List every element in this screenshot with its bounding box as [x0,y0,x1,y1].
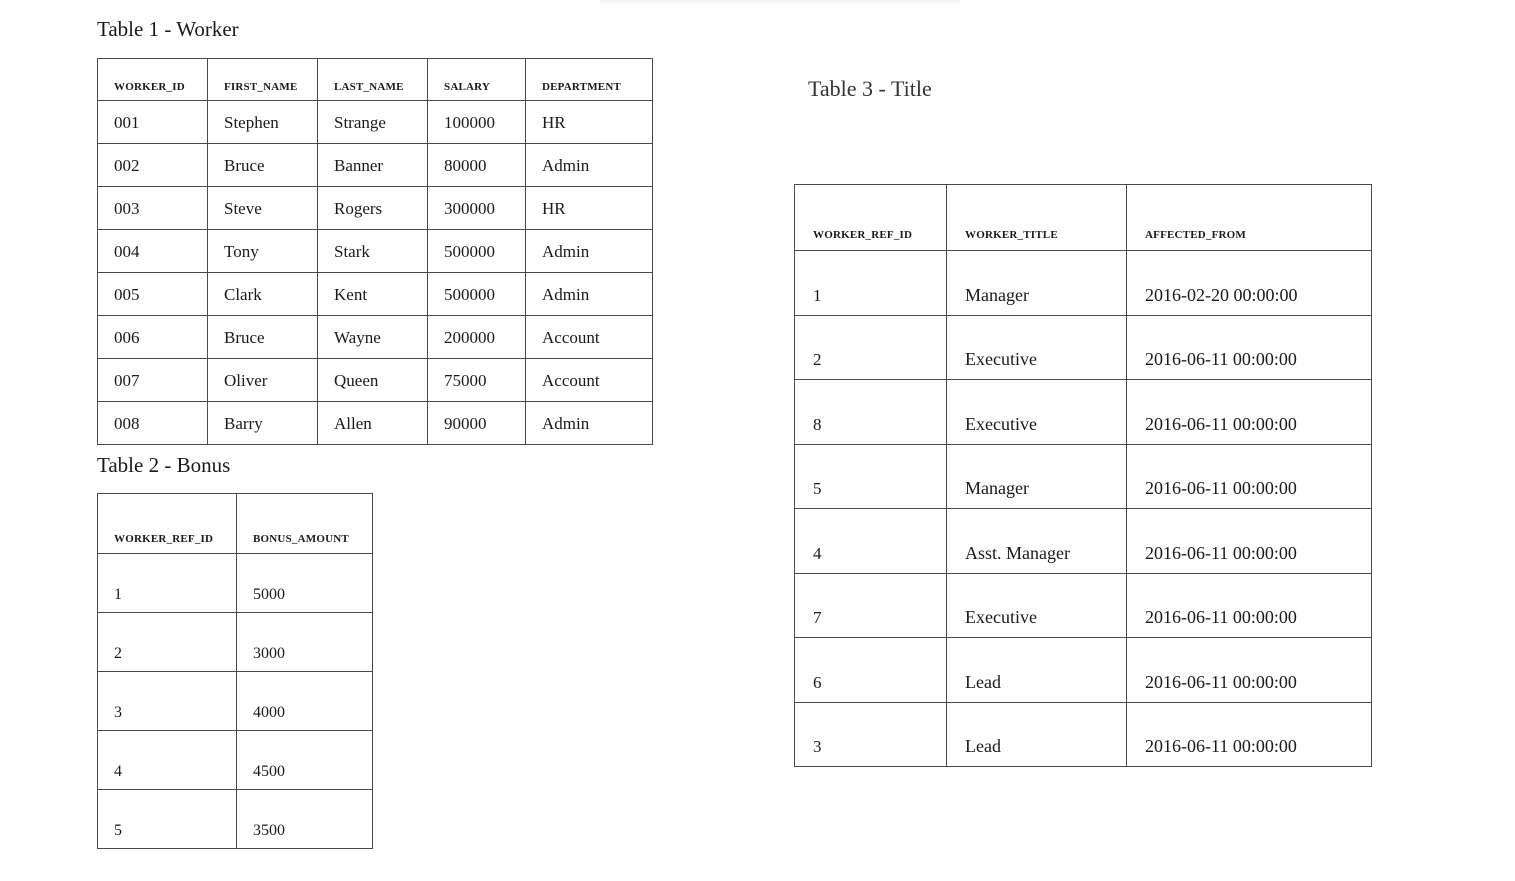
table-row [795,638,1372,703]
table-cell: Rogers [318,187,428,230]
table-cell: 007 [98,359,208,402]
table-cell: Strange [318,101,428,144]
table-cell: 1 [98,554,237,613]
table-row [795,444,1372,509]
table-cell: 3 [98,672,237,731]
table-cell: 2016-06-11 00:00:00 [1127,702,1372,767]
table-cell: Tony [208,230,318,273]
table-cell: Steve [208,187,318,230]
column-header: WORKER_ID [98,59,208,101]
table-row [98,187,653,230]
table2-caption: Table 2 - Bonus [97,453,231,477]
table-cell: 8 [795,380,947,445]
table-row [98,101,653,144]
table-cell: 5000 [237,554,373,613]
table-cell: Stark [318,230,428,273]
table-row [795,509,1372,574]
table-cell: 003 [98,187,208,230]
table-cell: 3000 [237,613,373,672]
table-cell: 2 [98,613,237,672]
column-header: LAST_NAME [318,59,428,101]
table-cell: Clark [208,273,318,316]
table-row [98,144,653,187]
table-cell: 3 [795,702,947,767]
table-cell: 004 [98,230,208,273]
column-header: FIRST_NAME [208,59,318,101]
table-cell: Barry [208,402,318,445]
table-cell: Asst. Manager [947,509,1127,574]
table-cell: 90000 [428,402,526,445]
column-header: WORKER_TITLE [947,185,1127,251]
table-row [795,251,1372,316]
table-cell: Executive [947,380,1127,445]
table-cell: 7 [795,573,947,638]
table-cell: Account [526,359,653,402]
table-cell: Kent [318,273,428,316]
table-header-row [795,185,1372,251]
table-cell: 500000 [428,230,526,273]
table3-caption: Table 3 - Title [808,76,932,101]
worker-table [97,58,653,445]
column-header: DEPARTMENT [526,59,653,101]
column-header: BONUS_AMOUNT [237,494,373,554]
table-cell: 200000 [428,316,526,359]
table-cell: Manager [947,251,1127,316]
table-row [98,554,373,613]
table-cell: 2016-06-11 00:00:00 [1127,573,1372,638]
table-row [98,359,653,402]
table-row [98,613,373,672]
table-cell: 001 [98,101,208,144]
table-header-row [98,59,653,101]
column-header: SALARY [428,59,526,101]
table-cell: 005 [98,273,208,316]
table-cell: 008 [98,402,208,445]
page-top-shadow [600,0,960,6]
title-table [794,184,1372,767]
table-cell: 3500 [237,790,373,849]
table-cell: 500000 [428,273,526,316]
bonus-table [97,493,373,849]
table-row [98,402,653,445]
table-cell: Admin [526,402,653,445]
table-cell: 2016-06-11 00:00:00 [1127,638,1372,703]
table-cell: Executive [947,315,1127,380]
table-cell: Banner [318,144,428,187]
table-cell: 002 [98,144,208,187]
table-row [98,230,653,273]
table-cell: 4500 [237,731,373,790]
table-cell: 4 [98,731,237,790]
table-cell: Oliver [208,359,318,402]
table-cell: Bruce [208,144,318,187]
table-cell: 5 [795,444,947,509]
table-row [98,316,653,359]
table-cell: Queen [318,359,428,402]
table-cell: 2016-06-11 00:00:00 [1127,444,1372,509]
table-cell: 100000 [428,101,526,144]
table-cell: Lead [947,638,1127,703]
table-row [795,573,1372,638]
table-cell: 2016-06-11 00:00:00 [1127,509,1372,574]
table-cell: 1 [795,251,947,316]
table1-caption: Table 1 - Worker [97,17,239,41]
table-header-row [98,494,373,554]
table-cell: Allen [318,402,428,445]
table-cell: Admin [526,230,653,273]
table-row [795,702,1372,767]
table-cell: Account [526,316,653,359]
table-cell: Bruce [208,316,318,359]
table-cell: 2 [795,315,947,380]
table-cell: Admin [526,144,653,187]
table-cell: 4 [795,509,947,574]
table-row [795,380,1372,445]
table-cell: 75000 [428,359,526,402]
table-cell: 80000 [428,144,526,187]
table-row [98,273,653,316]
table-cell: 2016-06-11 00:00:00 [1127,315,1372,380]
table-cell: Admin [526,273,653,316]
table-cell: 6 [795,638,947,703]
table-row [98,672,373,731]
table-cell: 4000 [237,672,373,731]
table-cell: HR [526,187,653,230]
table-row [98,731,373,790]
column-header: WORKER_REF_ID [98,494,237,554]
table-cell: Executive [947,573,1127,638]
table-row [98,790,373,849]
table-cell: 2016-02-20 00:00:00 [1127,251,1372,316]
table-cell: 2016-06-11 00:00:00 [1127,380,1372,445]
table-cell: Stephen [208,101,318,144]
table-cell: 300000 [428,187,526,230]
table-cell: HR [526,101,653,144]
table-row [795,315,1372,380]
table-cell: Lead [947,702,1127,767]
table-cell: 5 [98,790,237,849]
column-header: WORKER_REF_ID [795,185,947,251]
column-header: AFFECTED_FROM [1127,185,1372,251]
table-cell: Manager [947,444,1127,509]
table-cell: Wayne [318,316,428,359]
table-cell: 006 [98,316,208,359]
